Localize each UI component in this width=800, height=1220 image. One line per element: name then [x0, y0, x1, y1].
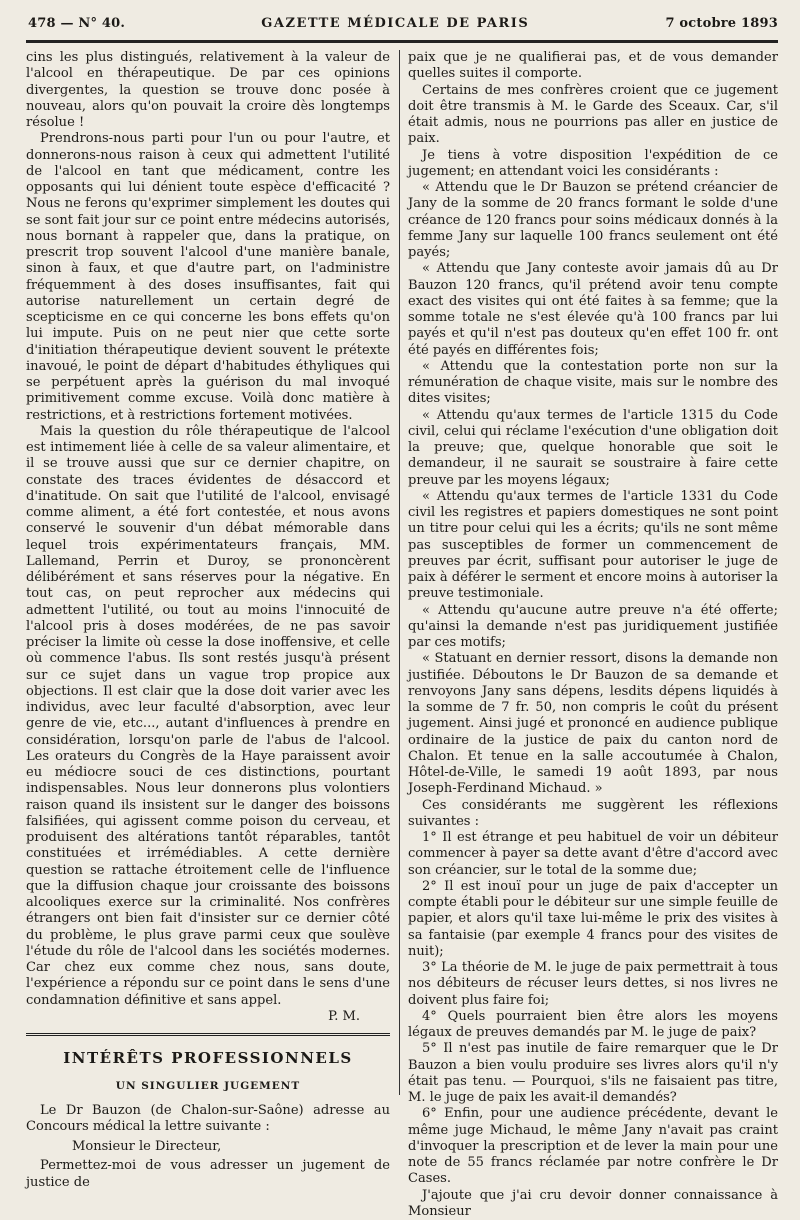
judgment-ruling: « Statuant en dernier ressort, disons la demande non justifiée. Déboutons le Dr Bauzon de sa demande et renvoyons Jany sans dépens, lesdits dépens liquidés à la somme de 7 fr. 50, non compris le coût du présent jugement. Ainsi jugé et prononcé en audience publique ordinaire de la justice de paix du canton nord de Chalon. Et tenue en la salle accoutumée à Chalon, Hôtel-de-Ville, le samedi 19 août 1893, par nous Joseph-Ferdinand Michaud. »	[408, 651, 778, 797]
reflection-item: 6° Enfin, pour une audience précédente, devant le même juge Michaud, le même Jany n'avait pas craint d'invoquer la prescription et de lever la main pour une note de 55 francs réclamée par notre confrère le Dr Cases.	[408, 1106, 778, 1187]
page-number: 478 — N° 40.	[28, 16, 125, 31]
reflection-item: 2° Il est inouï pour un juge de paix d'accepter un compte établi pour le débiteur sur une simple feuille de papier, et alors qu'il taxe lui-même le prix des visites à sa fantaisie (par exemple 4 francs pour des visites de nuit);	[408, 879, 778, 960]
left-column	[26, 50, 390, 1090]
reflection-item: 5° Il n'est pas inutile de faire remarquer que le Dr Bauzon a bien voulu produire ses livres alors qu'il n'y était pas tenu. — Pourquoi, s'ils ne faisaient pas titre, M. le juge de paix les avait-il demandés?	[408, 1041, 778, 1106]
paragraph: Prendrons-nous parti pour l'un ou pour l'autre, et donnerons-nous raison à ceux qui admettent l'utilité de l'alcool en tant que médicament, contre les opposants qui lui dénient toute espèce d'efficacité ? Nous ne ferons qu'exprimer simplement les doutes qui se sont fait jour sur ce point entre médecins autorisés, nous bornant à rappeler que, dans la pratique, on prescrit trop souvent l'alcool d'une manière banale, sinon à faux, et que d'autre part, on l'administre fréquemment à des doses insuffisantes, fait qui autorise naturellement un certain degré de scepticisme en ce qui concerne les bons effets qu'on lui impute. Puis on ne peut nier que cette sorte d'initiation thérapeutique devient souvent le prétexte inavoué, le point de départ d'habitudes éthyliques qui se perpétuent après la guérison du mal invoqué primitivement comme excuse. Voilà donc matière à restrictions, et à restrictions fortement motivées.	[26, 131, 390, 424]
header-rule	[26, 40, 778, 43]
journal-title: GAZETTE MÉDICALE DE PARIS	[261, 16, 529, 31]
letter-salutation: Monsieur le Directeur,	[26, 1139, 390, 1155]
signature-line	[26, 1009, 390, 1025]
article-signature: P. M.	[328, 1009, 390, 1025]
right-column	[408, 50, 778, 1090]
section-separator	[26, 1033, 390, 1036]
considerant: « Attendu que Jany conteste avoir jamais dû au Dr Bauzon 120 francs, qu'il prétend avoir tenu compte exact des visites qui ont été faites à sa femme; que la somme totale ne s'est élevée qu'à 100 francs par lui payés et qu'il n'est pas douteux qu'en effet 100 fr. ont été payés en différentes fois;	[408, 261, 778, 359]
considerant: « Attendu que le Dr Bauzon se prétend créancier de Jany de la somme de 20 francs formant le solde d'une créance de 120 francs pour soins médicaux donnés à la femme Jany sur laquelle 100 francs seulement ont été payés;	[408, 180, 778, 261]
reflection-item: 1° Il est étrange et peu habituel de voir un débiteur commencer à payer sa dette avant d'être d'accord avec son créancier, sur le total de la somme due;	[408, 830, 778, 879]
considerant: « Attendu que la contestation porte non sur la rémunération de chaque visite, mais sur le nombre des dites visites;	[408, 359, 778, 408]
issue-date: 7 octobre 1893	[665, 16, 778, 31]
section-title: INTÉRÊTS PROFESSIONNELS	[26, 1050, 390, 1066]
column-divider	[399, 50, 400, 1095]
letter-start: Permettez-moi de vous adresser un jugement de justice de	[26, 1158, 390, 1191]
paragraph: cins les plus distingués, relativement à la valeur de l'alcool en thérapeutique. De par ces opinions divergentes, la question se trouve donc posée à nouveau, alors qu'on pouvait la croire dès longtemps résolue !	[26, 50, 390, 131]
reflection-item: 4° Quels pourraient bien être alors les moyens légaux de preuves demandés par M. le juge de paix?	[408, 1009, 778, 1042]
paragraph: Mais la question du rôle thérapeutique de l'alcool est intimement liée à celle de sa valeur alimentaire, et il se trouve aussi que sur ce dernier chapitre, on constate des traces évidentes de désaccord et d'inatitude. On sait que l'utilité de l'alcool, envisagé comme aliment, a été fort contestée, et nous avons conservé le souvenir d'un débat mémorable dans lequel trois expérimentateurs français, MM. Lallemand, Perrin et Duroy, se prononcèrent délibérément et sans réserves pour la négative. En tout cas, on peut reprocher aux médecins qui admettent l'utilité, ou tout au moins l'innocuité de l'alcool pris à doses modérées, de ne pas savoir préciser la limite où cesse la dose inoffensive, et celle où commence l'abus. Ils sont restés jusqu'à présent sur ce sujet dans un vague trop propice aux objections. Il est clair que la dose doit varier avec les individus, avec leur faculté d'absorption, avec leur genre de vie, etc..., autant d'influences à prendre en considération, lorsqu'on parle de l'abus de l'alcool. Les orateurs du Congrès de la Haye paraissent avoir eu médiocre souci de ces distinctions, pourtant indispensables. Nous leur donnerons plus volontiers raison quand ils insistent sur le danger des boissons falsifiées, qui agissent comme poison du cerveau, et produisent des altérations tantôt réparables, tantôt constituées et irrémédiables. A cette dernière question se rattache étroitement celle de l'influence que la diffusion chaque jour croissante des boissons alcooliques exerce sur la criminalité. Nos confrères étrangers ont bien fait d'insister sur ce dernier côté du problème, le plus grave parmi ceux que soulève l'étude du rôle de l'alcool dans les sociétés modernes. Car chez eux comme chez nous, sans doute, l'expérience a répondu sur ce point dans le sens d'une condamnation définitive et sans appel.	[26, 424, 390, 1009]
paragraph: paix que je ne qualifierai pas, et de vous demander quelles suites il comporte.	[408, 50, 778, 83]
reflection-item: 3° La théorie de M. le juge de paix permettrait à tous nos débiteurs de récuser leurs dettes, si nos livres ne doivent plus faire foi;	[408, 960, 778, 1009]
paragraph: Je tiens à votre disposition l'expédition de ce jugement; en attendant voici les considérants :	[408, 148, 778, 181]
letter-intro: Le Dr Bauzon (de Chalon-sur-Saône) adresse au Concours médical la lettre suivante :	[26, 1103, 390, 1136]
subsection-title: UN SINGULIER JUGEMENT	[26, 1078, 390, 1094]
page-header	[28, 16, 778, 36]
paragraph: Ces considérants me suggèrent les réflexions suivantes :	[408, 798, 778, 831]
considerant: « Attendu qu'aucune autre preuve n'a été offerte; qu'ainsi la demande n'est pas juridiquement justifiée par ces motifs;	[408, 603, 778, 652]
paragraph: J'ajoute que j'ai cru devoir donner connaissance à Monsieur	[408, 1188, 778, 1220]
paragraph: Certains de mes confrères croient que ce jugement doit être transmis à M. le Garde des Sceaux. Car, s'il était admis, nous ne pourrions pas aller en justice de paix.	[408, 83, 778, 148]
considerant: « Attendu qu'aux termes de l'article 1331 du Code civil les registres et papiers domestiques ne sont point un titre pour celui qui les a écrits; qu'ils ne sont même pas susceptibles de former un commencement de preuves par écrit, suffisant pour autoriser le juge de paix à déférer le serment et encore moins à autoriser la preuve testimoniale.	[408, 489, 778, 603]
considerant: « Attendu qu'aux termes de l'article 1315 du Code civil, celui qui réclame l'exécution d'une obligation doit la preuve; que, quelque honorable que soit le demandeur, il ne saurait se soustraire à faire cette preuve par les moyens légaux;	[408, 408, 778, 489]
